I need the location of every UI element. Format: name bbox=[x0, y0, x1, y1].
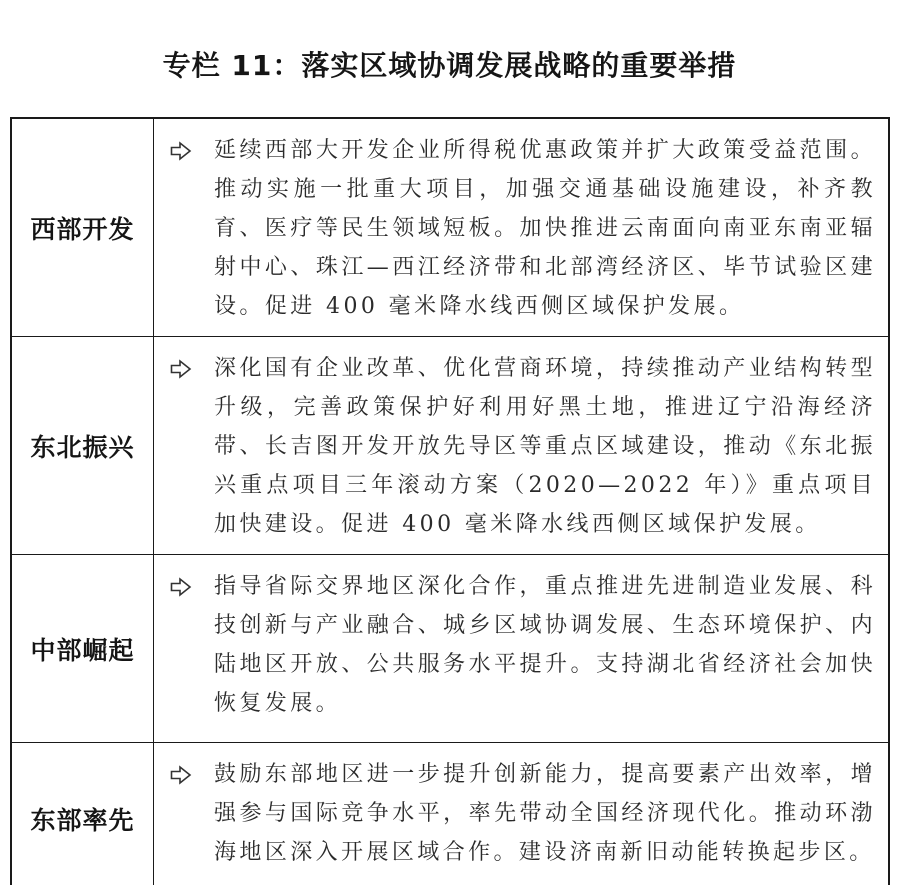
region-label-cell bbox=[12, 337, 154, 554]
table-row-west-development bbox=[12, 119, 888, 336]
region-label: 东部率先 bbox=[30, 805, 135, 835]
region-label-cell bbox=[12, 119, 154, 336]
page-title: 专栏 11：落实区域协调发展战略的重要举措 bbox=[162, 49, 737, 82]
arrow-right-icon bbox=[170, 577, 192, 597]
measure-text: 指导省际交界地区深化合作，重点推进先进制造业发展、科技创新与产业融合、城乡区域协调发展、生态环境保护、内陆地区开放、公共服务水平提升。支持湖北省经济社会加快恢复发展。 bbox=[214, 574, 876, 716]
region-label: 中部崛起 bbox=[30, 635, 135, 665]
table-row-northeast-revitalization bbox=[12, 336, 888, 554]
measure-text: 深化国有企业改革、优化营商环境，持续推动产业结构转型升级，完善政策保护好利用好黑土地，推进辽宁沿海经济带、长吉图开发开放先导区等重点区域建设，推动《东北振兴重点项目三年滚动方案（2020—2022 年）》重点项目加快建设。促进 400 毫米降水线西侧区域保护发展。 bbox=[214, 356, 876, 537]
measure-text: 延续西部大开发企业所得税优惠政策并扩大政策受益范围。推动实施一批重大项目，加强交通基础设施建设，补齐教育、医疗等民生领域短板。加快推进云南面向南亚东南亚辐射中心、珠江—西江经济带和北部湾经济区、毕节试验区建设。促进 400 毫米降水线西侧区域保护发展。 bbox=[214, 138, 876, 319]
region-label: 东北振兴 bbox=[30, 432, 135, 462]
measure-content-cell bbox=[154, 743, 888, 885]
arrow-right-icon bbox=[170, 765, 192, 785]
arrow-right-icon bbox=[170, 359, 192, 379]
measure-content-cell bbox=[154, 555, 888, 742]
table-row-east-lead bbox=[12, 742, 888, 885]
measure-text: 鼓励东部地区进一步提升创新能力，提高要素产出效率，增强参与国际竞争水平，率先带动全国经济现代化。推动环渤海地区深入开展区域合作。建设济南新旧动能转换起步区。 bbox=[214, 762, 876, 865]
measure-content-cell bbox=[154, 119, 888, 336]
table-row-central-rise bbox=[12, 554, 888, 742]
measure-content-cell bbox=[154, 337, 888, 554]
arrow-right-icon bbox=[170, 141, 192, 161]
region-label: 西部开发 bbox=[30, 214, 135, 244]
measures-table bbox=[10, 117, 890, 885]
region-label-cell bbox=[12, 555, 154, 742]
region-label-cell bbox=[12, 743, 154, 885]
